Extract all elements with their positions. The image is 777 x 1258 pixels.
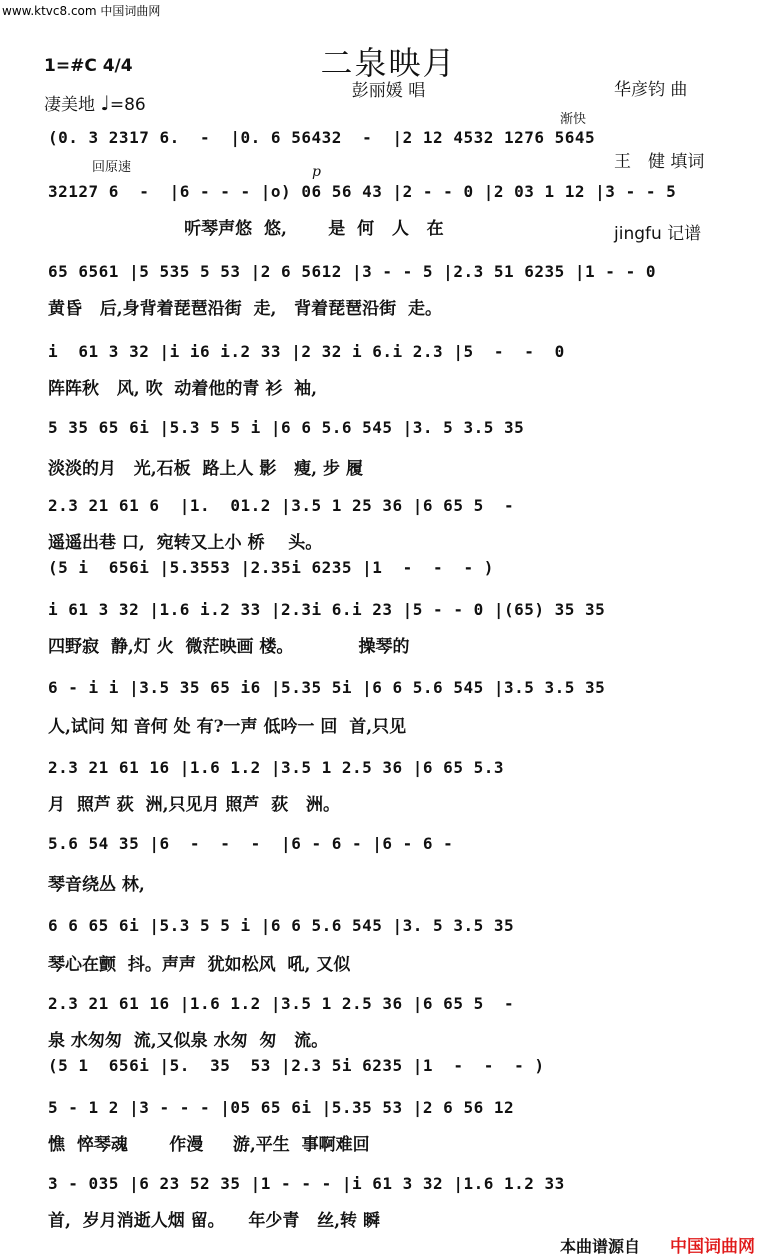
footer-source-text: 本曲谱源自 <box>560 1237 641 1256</box>
score-row-13: 2.3 21 61 16 |1.6 1.2 |3.5 1 2.5 36 |6 65 5 - <box>48 994 515 1013</box>
score-row-16: 3 - 035 |6 23 52 35 |1 - - - |i 61 3 32 |1.6 1.2 33 <box>48 1174 565 1193</box>
dynamic-mark: p <box>312 164 321 180</box>
lyricist-credit: 王 健 填词 <box>614 152 705 172</box>
score-row-6: 2.3 21 61 6 |1. 01.2 |3.5 1 25 36 |6 65 5 - <box>48 496 515 515</box>
quarter-note-icon: ♩ <box>100 91 110 115</box>
score-row-8: i 61 3 32 |1.6 i.2 33 |2.3i 6.i 23 |5 - - 0 |(65) 35 35 <box>48 600 606 619</box>
score-row-5: 5 35 65 6i |5.3 5 5 i |6 6 5.6 545 |3. 5 3.5 35 <box>48 418 525 437</box>
lyric-row-9: 人,试问 知 音何 处 有?一声 低吟一 回 首,只见 <box>48 717 407 737</box>
score-row-15: 5 - 1 2 |3 - - - |05 65 6i |5.35 53 |2 6 56 12 <box>48 1098 515 1117</box>
song-title: 二泉映月 <box>320 44 457 82</box>
lyric-row-5: 淡淡的月 光,石板 路上人 影 瘦, 步 履 <box>48 459 363 479</box>
lyric-row-16: 首, 岁月消逝人烟 留。 年少青 丝,转 瞬 <box>48 1211 380 1231</box>
score-row-10: 2.3 21 61 16 |1.6 1.2 |3.5 1 2.5 36 |6 65 5.3 <box>48 758 504 777</box>
composer-credit: 华彦钧 曲 <box>614 80 688 100</box>
lyric-row-2: 听琴声悠 悠, 是 何 人 在 <box>48 219 444 239</box>
transcriber-credit: jingfu 记谱 <box>614 224 702 244</box>
score-row-12: 6 6 65 6i |5.3 5 5 i |6 6 5.6 545 |3. 5 3.5 35 <box>48 916 515 935</box>
lyric-row-13: 泉 水匆匆 流,又似泉 水匆 匆 流。 <box>48 1031 329 1051</box>
tempo-value: =86 <box>109 95 146 115</box>
lyric-row-11: 琴音绕丛 林, <box>48 875 145 895</box>
key-signature: 1=#C 4/4 <box>44 56 133 76</box>
lyric-row-6: 遥遥出巷 口, 宛转又上小 桥 头。 <box>48 533 323 553</box>
lyric-row-3: 黄昏 后,身背着琵琶沿街 走, 背着琵琶沿街 走。 <box>48 299 443 319</box>
a-tempo-mark: 回原速 <box>92 160 132 175</box>
score-row-2: 32127 6 - |6 - - - |o) 06 56 43 |2 - - 0 |2 03 1 12 |3 - - 5 <box>48 182 677 201</box>
expression-text: 凄美地 <box>44 95 95 115</box>
singer-credit: 彭丽媛 唱 <box>351 81 426 101</box>
accelerando-mark: 渐快 <box>560 112 587 127</box>
lyric-row-10: 月 照芦 荻 洲,只见月 照芦 荻 洲。 <box>48 795 341 815</box>
lyric-row-8: 四野寂 静,灯 火 微茫映画 楼。 操琴的 <box>48 637 410 657</box>
score-row-1: (0. 3 2317 6. - |0. 6 56432 - |2 12 4532 1276 5645 <box>48 128 596 147</box>
score-row-9: 6 - i i |3.5 35 65 i6 |5.35 5i |6 6 5.6 545 |3.5 3.5 35 <box>48 678 606 697</box>
top-watermark: www.ktvc8.com 中国词曲网 <box>2 4 161 18</box>
lyric-row-12: 琴心在颤 抖。声声 犹如松风 吼, 又似 <box>48 955 351 975</box>
lyric-row-15: 憔 悴琴魂 作漫 游,平生 事啊难回 <box>48 1135 370 1155</box>
footer-site-name: 中国词曲网 <box>670 1237 755 1257</box>
score-row-7: (5 i 656i |5.3553 |2.35i 6235 |1 - - - ) <box>48 558 494 577</box>
score-row-11: 5.6 54 35 |6 - - - |6 - 6 - |6 - 6 - <box>48 834 454 853</box>
score-row-3: 65 6561 |5 535 5 53 |2 6 5612 |3 - - 5 |2.3 51 6235 |1 - - 0 <box>48 262 656 281</box>
score-row-14: (5 1 656i |5. 35 53 |2.3 5i 6235 |1 - - - ) <box>48 1056 545 1075</box>
tempo-line <box>44 90 146 115</box>
lyric-row-4: 阵阵秋 风, 吹 动着他的青 衫 袖, <box>48 379 318 399</box>
score-row-4: i 61 3 32 |i i6 i.2 33 |2 32 i 6.i 2.3 |5 - - 0 <box>48 342 565 361</box>
